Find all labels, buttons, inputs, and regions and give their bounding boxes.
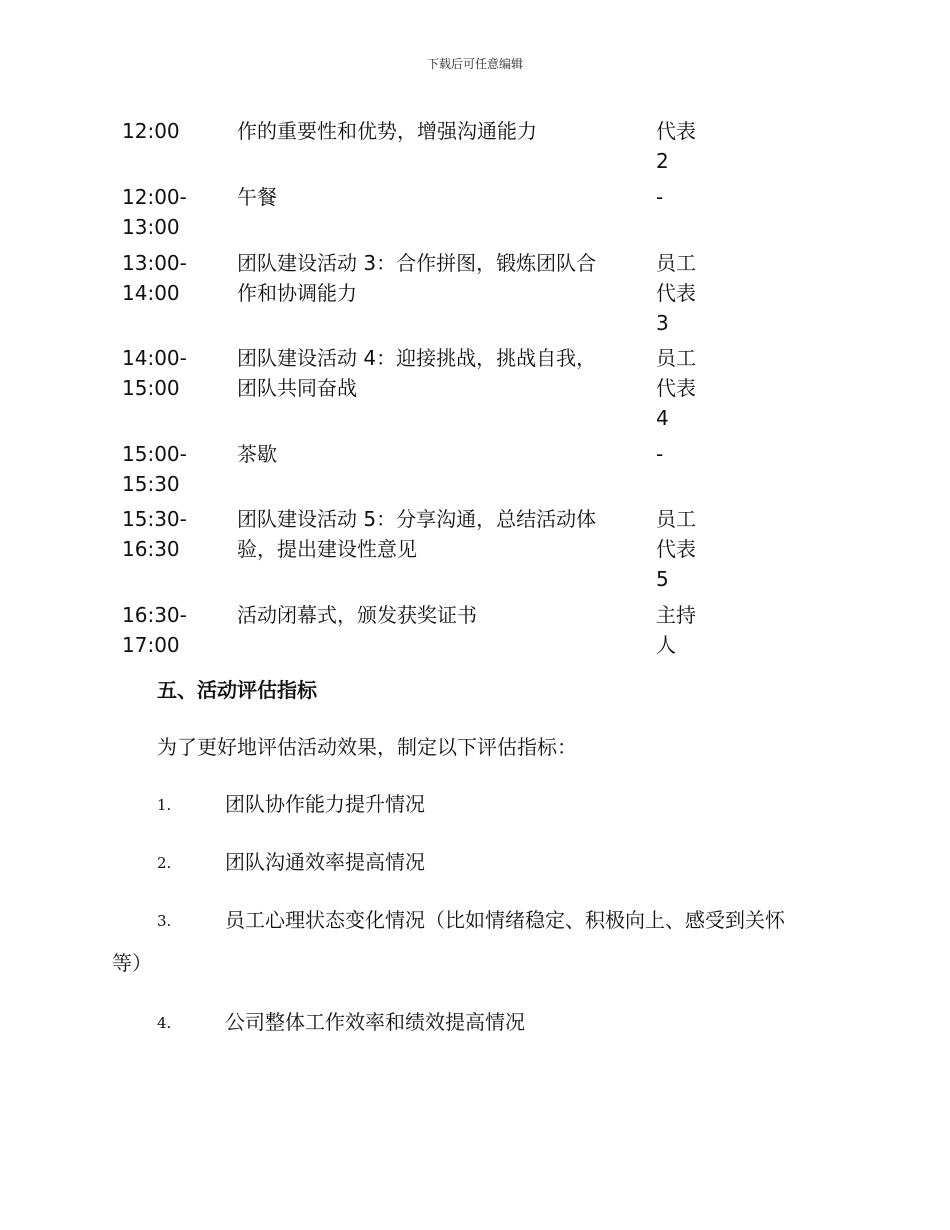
owner-cell: 员工 代表 5 bbox=[656, 507, 696, 591]
time-cell: 16:30- 17:00 bbox=[122, 603, 187, 657]
activity-cell: 午餐 bbox=[237, 185, 277, 209]
list-item-number: 1. bbox=[157, 796, 172, 814]
time-cell: 13:00- 14:00 bbox=[122, 251, 187, 305]
list-item: 团队协作能力提升情况 bbox=[225, 792, 425, 816]
activity-cell: 作的重要性和优势，增强沟通能力 bbox=[237, 119, 537, 143]
list-item: 团队沟通效率提高情况 bbox=[225, 850, 425, 874]
activity-cell: 团队建设活动 3：合作拼图，锻炼团队合 作和协调能力 bbox=[237, 251, 597, 305]
owner-cell: 代表 2 bbox=[656, 119, 696, 173]
time-cell: 12:00- 13:00 bbox=[122, 185, 187, 239]
owner-cell: 员工 代表 4 bbox=[656, 346, 696, 430]
list-item: 公司整体工作效率和绩效提高情况 bbox=[225, 1010, 525, 1034]
list-item-number: 3. bbox=[157, 912, 172, 930]
time-cell: 14:00- 15:00 bbox=[122, 346, 187, 400]
section-title: 五、活动评估指标 bbox=[157, 678, 317, 702]
time-cell: 15:30- 16:30 bbox=[122, 507, 187, 561]
list-item-number: 2. bbox=[157, 854, 172, 872]
section-intro: 为了更好地评估活动效果，制定以下评估指标： bbox=[157, 735, 577, 759]
list-item-number: 4. bbox=[157, 1014, 172, 1032]
time-cell: 12:00 bbox=[122, 119, 180, 143]
time-cell: 15:00- 15:30 bbox=[122, 442, 187, 496]
activity-cell: 团队建设活动 4：迎接挑战，挑战自我， 团队共同奋战 bbox=[237, 346, 597, 400]
activity-cell: 团队建设活动 5：分享沟通，总结活动体 验，提出建设性意见 bbox=[237, 507, 597, 561]
owner-cell: - bbox=[656, 185, 664, 209]
owner-cell: 主持 人 bbox=[656, 603, 696, 657]
page-header: 下载后可任意编辑 bbox=[426, 57, 523, 71]
owner-cell: - bbox=[656, 442, 664, 466]
activity-cell: 活动闭幕式，颁发获奖证书 bbox=[237, 603, 477, 627]
list-item: 员工心理状态变化情况（比如情绪稳定、积极向上、感受到关怀 bbox=[225, 908, 785, 932]
list-item-continuation: 等） bbox=[112, 951, 152, 975]
activity-cell: 茶歇 bbox=[237, 442, 277, 466]
owner-cell: 员工 代表 3 bbox=[656, 251, 696, 335]
